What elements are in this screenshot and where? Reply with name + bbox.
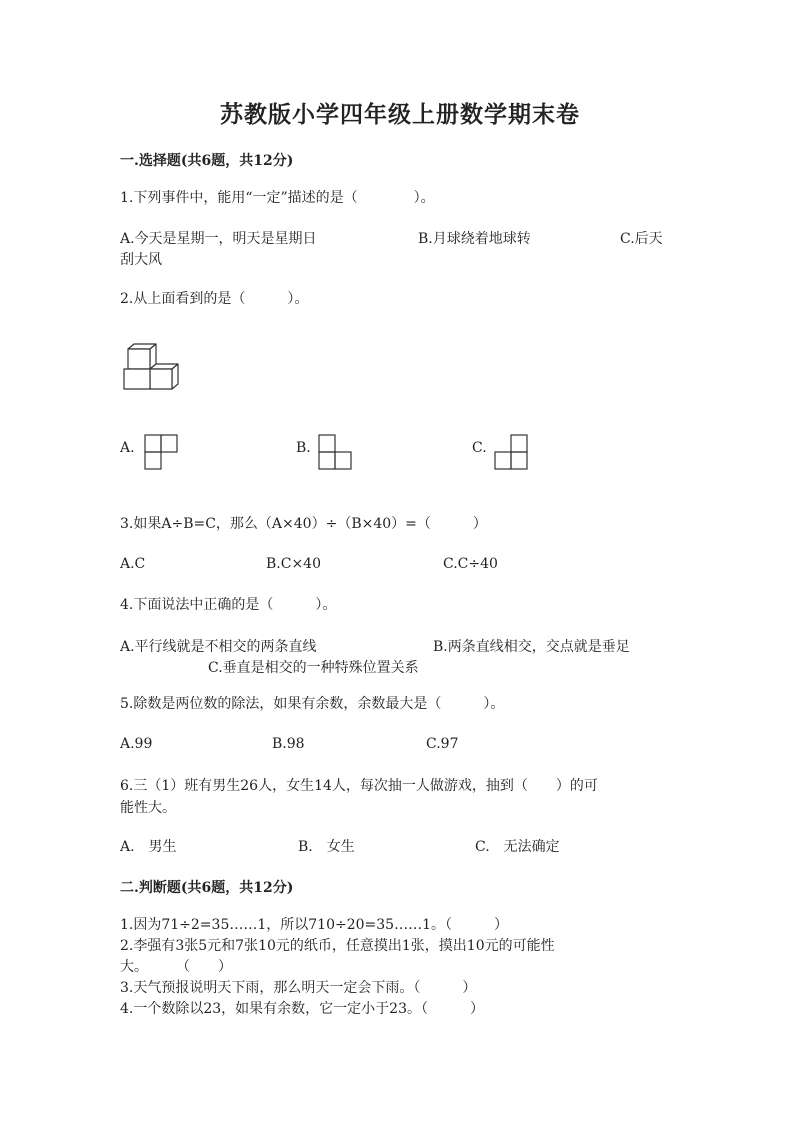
question-5-option-a: A.99 [120, 736, 153, 752]
question-2-stem: 2.从上面看到的是（ ）。 [120, 291, 309, 307]
question-6-stem-continued: 能性大。 [120, 800, 176, 816]
judgement-item: 4.一个数除以23，如果有余数，它一定小于23。（ ） [120, 1001, 484, 1017]
question-1-option-c: C.后天 [620, 231, 663, 247]
question-6-option-a: A. 男生 [120, 839, 177, 855]
judgement-item: 2.李强有3张5元和7张10元的纸币，任意摸出1张，摸出10元的可能性 [120, 938, 555, 954]
question-5-option-b: B.98 [272, 736, 305, 752]
question-1-option-c-continued: 刮大风 [120, 252, 162, 268]
question-3-option-b: B.C×40 [266, 556, 321, 572]
question-3-stem: 3.如果A÷B=C，那么（A×40）÷（B×40）=（ ） [120, 516, 487, 532]
section-heading-true-false: 二.判断题(共6题，共12分) [120, 880, 294, 896]
judgement-item: 3.天气预报说明天下雨，那么明天一定会下雨。（ ） [120, 980, 477, 996]
question-2-option-b: B. [296, 440, 311, 456]
question-5-stem: 5.除数是两位数的除法，如果有余数，余数最大是（ ）。 [120, 696, 505, 712]
question-6-stem: 6.三（1）班有男生26人，女生14人，每次抽一人做游戏，抽到（ ）的可 [120, 778, 598, 794]
question-1-option-a: A.今天是星期一，明天是星期日 [120, 231, 317, 247]
question-4-stem: 4.下面说法中正确的是（ ）。 [120, 597, 337, 613]
page-title: 苏教版小学四年级上册数学期末卷 [220, 101, 580, 128]
question-4-option-c: C.垂直是相交的一种特殊位置关系 [208, 660, 419, 676]
judgement-item-continued: 大。 （ ） [120, 959, 232, 975]
question-6-option-c: C. 无法确定 [475, 839, 560, 855]
question-3-option-a: A.C [120, 556, 146, 572]
option-b-view-shape [318, 434, 352, 470]
question-1-stem: 1.下列事件中，能用“一定”描述的是（ ）。 [120, 190, 435, 206]
option-a-view-shape [144, 434, 178, 470]
question-4-option-a: A.平行线就是不相交的两条直线 [120, 639, 317, 655]
question-2-option-c: C. [472, 440, 487, 456]
section-heading-choice: 一.选择题(共6题，共12分) [120, 153, 294, 169]
question-5-option-c: C.97 [426, 736, 459, 752]
judgement-item: 1.因为71÷2=35……1，所以710÷20=35……1。（ ） [120, 917, 508, 933]
question-3-option-c: C.C÷40 [443, 556, 498, 572]
option-c-view-shape [494, 434, 528, 470]
question-1-option-b: B.月球绕着地球转 [418, 231, 531, 247]
question-4-option-b: B.两条直线相交，交点就是垂足 [433, 639, 630, 655]
cube-stack-drawing [120, 340, 184, 390]
question-2-option-a: A. [120, 440, 135, 456]
cube-stack-figure [120, 340, 184, 390]
question-6-option-b: B. 女生 [298, 839, 355, 855]
